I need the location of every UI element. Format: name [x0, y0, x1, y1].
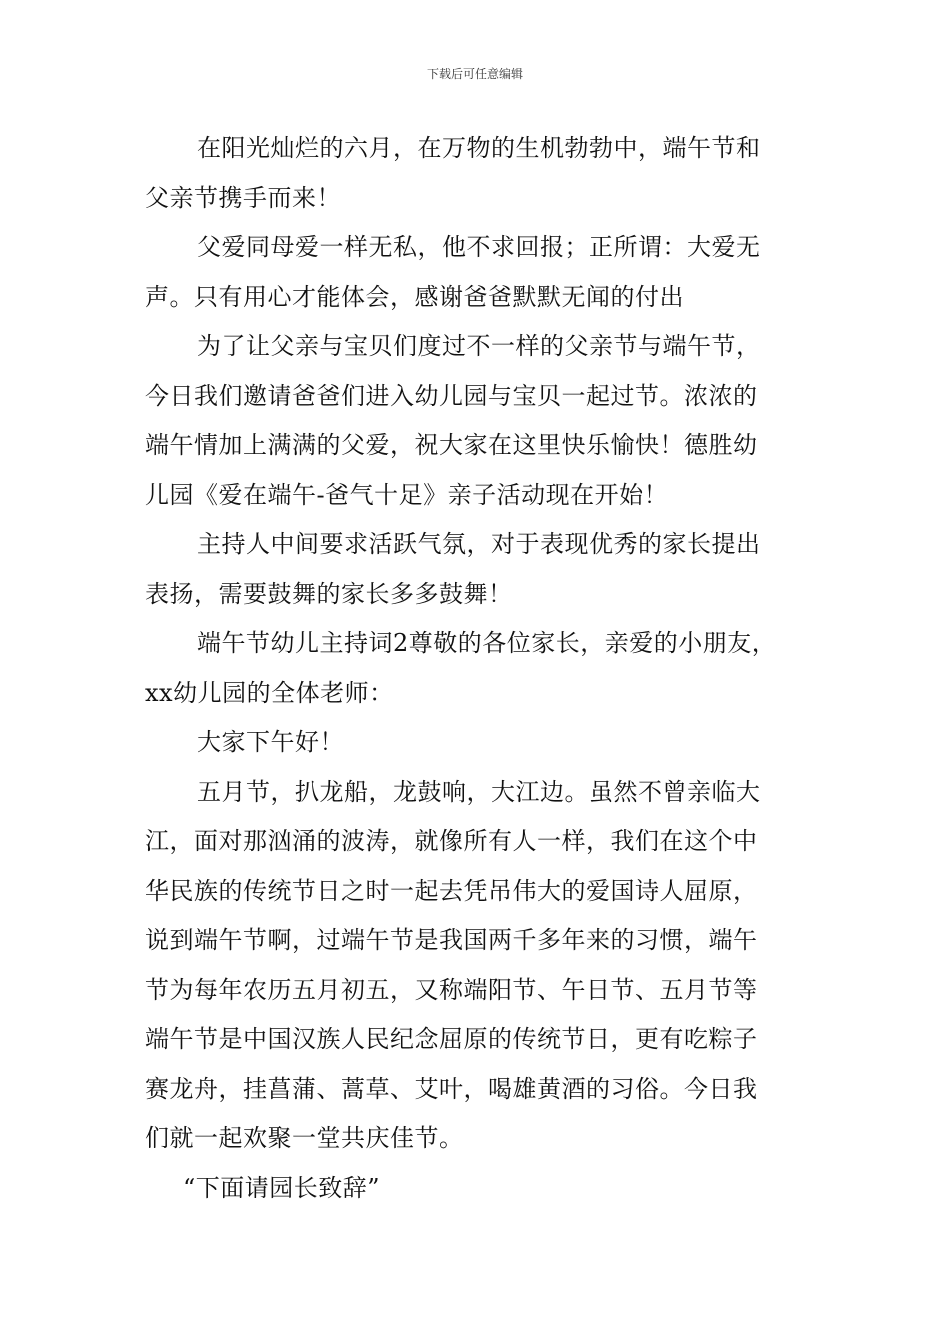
paragraph	[145, 520, 815, 619]
text-line: 为了让父亲与宝贝们度过不一样的父亲节与端午节，	[197, 332, 761, 360]
paragraph	[145, 718, 815, 768]
text-line: “下面请园长致辞”	[183, 1173, 381, 1202]
text-line: 今日我们邀请爸爸们进入幼儿园与宝贝一起过节。浓浓的	[145, 381, 758, 410]
text-line: 端午情加上满满的父爱，祝大家在这里快乐愉快！德胜幼	[145, 431, 758, 459]
text-line: 父亲节携手而来！	[145, 183, 341, 212]
text-line: 江，面对那汹涌的波涛，就像所有人一样，我们在这个中	[145, 827, 758, 855]
text-line: 主持人中间要求活跃气氛，对于表现优秀的家长提出	[197, 530, 761, 558]
text-line: 父爱同母爱一样无私，他不求回报；正所谓：大爱无	[197, 233, 761, 261]
text-line: 儿园《爱在端午-爸气十足》亲子活动现在开始！	[145, 480, 669, 509]
paragraph	[145, 619, 815, 718]
text-line: 大家下午好！	[197, 728, 344, 756]
text-line: 们就一起欢聚一堂共庆佳节。	[145, 1124, 464, 1152]
document-body	[145, 124, 815, 1213]
text-line: 五月节，扒龙船，龙鼓响，大江边。虽然不曾亲临大	[197, 777, 761, 806]
text-line: 节为每年农历五月初五，又称端阳节、午日节、五月节等	[145, 975, 758, 1004]
text-line: 端午节是中国汉族人民纪念屈原的传统节日，更有吃粽子	[145, 1025, 758, 1053]
text-line: 表扬，需要鼓舞的家长多多鼓舞！	[145, 579, 513, 608]
paragraph	[145, 124, 815, 223]
text-line: 华民族的传统节日之时一起去凭吊伟大的爱国诗人屈原，	[145, 876, 758, 905]
text-line: 声。只有用心才能体会，感谢爸爸默默无闻的付出	[145, 282, 684, 311]
text-line: 说到端午节啊，过端午节是我国两千多年来的习惯，端午	[145, 926, 758, 954]
paragraph	[145, 322, 815, 520]
paragraph	[145, 768, 815, 1164]
paragraph	[145, 1164, 815, 1214]
text-line: 赛龙舟，挂菖蒲、蒿草、艾叶，喝雄黄酒的习俗。今日我	[145, 1074, 758, 1103]
text-line: 端午节幼儿主持词2尊敬的各位家长，亲爱的小朋友，	[197, 629, 777, 657]
text-line: xx幼儿园的全体老师：	[145, 678, 394, 707]
text-line: 在阳光灿烂的六月，在万物的生机勃勃中，端午节和	[197, 134, 761, 162]
page-header: 下载后可任意编辑	[426, 67, 523, 81]
paragraph	[145, 223, 815, 322]
